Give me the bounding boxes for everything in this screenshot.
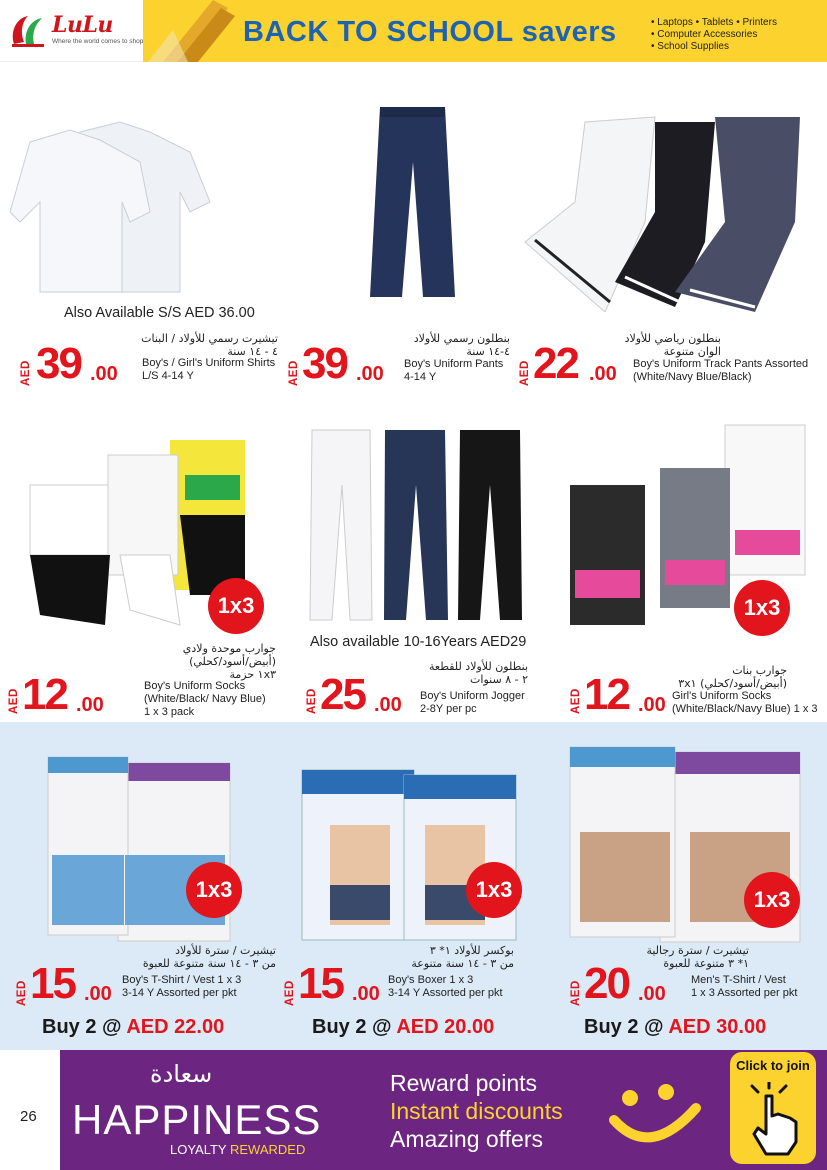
loyalty-rewarded-tagline: [170, 1142, 305, 1157]
perk-reward-points: Reward points: [390, 1070, 538, 1096]
arabic-description: [141, 332, 278, 358]
desc-line: 3-14 Y Assorted per pkt: [122, 987, 237, 999]
perk-amazing-offers: Amazing offers: [390, 1126, 543, 1152]
pack-badge: 1x3: [208, 578, 264, 634]
price-decimal: .00: [374, 694, 402, 716]
currency-label: AED: [519, 360, 531, 386]
currency-label: AED: [16, 980, 28, 1006]
page-header: [0, 0, 827, 62]
product-boys-tshirt-vest[interactable]: [0, 740, 280, 1050]
english-description: [633, 358, 808, 384]
arabic-line: من ٣ - ١٤ سنة متنوعة: [411, 957, 514, 970]
shirts-image: [0, 112, 280, 302]
desc-line: Boy's Uniform Jogger: [420, 690, 525, 702]
arabic-brand-name: سعادة: [150, 1060, 213, 1088]
buy-two-prefix: Buy 2 @: [312, 1016, 397, 1038]
arabic-description: [429, 660, 528, 686]
perk-instant-discounts: Instant discounts: [390, 1098, 563, 1124]
desc-line: Boy's Uniform Socks: [144, 680, 246, 692]
buy-two-currency: AED: [396, 1016, 439, 1038]
arabic-description: [625, 332, 721, 358]
pack-badge: 1x3: [186, 862, 242, 918]
arabic-line: ١x٣ حزمة: [229, 668, 276, 681]
track-pants-image: [515, 112, 827, 312]
price-integer: 39: [36, 339, 81, 388]
desc-line: 2-8Y per pc: [420, 703, 477, 715]
currency-label: AED: [570, 980, 582, 1006]
product-mens-tshirt-vest[interactable]: [540, 740, 827, 1050]
price-integer: 20: [584, 959, 629, 1008]
lulu-logo-icon: [8, 10, 50, 50]
english-description: [388, 974, 503, 1000]
desc-line: Boy's T-Shirt / Vest 1 x 3: [122, 974, 242, 986]
pack-badge: 1x3: [466, 862, 522, 918]
loyalty-text: LOYALTY: [170, 1142, 230, 1157]
arabic-line: تيشيرت رسمي للأولاد / البنات: [141, 332, 278, 345]
price-decimal: .00: [352, 983, 380, 1005]
arabic-line: (أبيض/أسود/كحلي) ٣x١: [678, 677, 787, 690]
desc-line: Boy's Uniform Track Pants Assorted: [633, 358, 809, 370]
smiley-icon: [600, 1068, 710, 1158]
price-decimal: .00: [638, 694, 666, 716]
pointing-hand-icon: [744, 1082, 804, 1156]
logo-tagline: Where the world comes to shop: [52, 38, 144, 45]
also-available-note: Also Available S/S AED 36.00: [64, 305, 255, 321]
arabic-description: [183, 642, 276, 681]
price-decimal: .00: [589, 363, 617, 385]
lulu-logo[interactable]: [8, 8, 144, 52]
product-track-pants[interactable]: [515, 62, 827, 392]
desc-line: 1 x 3 Assorted per pkt: [691, 987, 798, 999]
product-boys-socks[interactable]: [0, 420, 280, 720]
product-uniform-shirts[interactable]: [0, 62, 280, 392]
arabic-description: [143, 944, 276, 970]
arabic-description: [411, 944, 514, 970]
currency-label: AED: [284, 980, 296, 1006]
buy-two-prefix: Buy 2 @: [42, 1016, 127, 1038]
english-description: [144, 680, 266, 719]
product-girls-socks[interactable]: [540, 420, 827, 720]
desc-line: L/S 4-14 Y: [142, 370, 194, 382]
happiness-loyalty-banner[interactable]: [60, 1050, 827, 1170]
price-integer: 15: [298, 959, 343, 1008]
arabic-description: [414, 332, 510, 358]
desc-line: 3-14 Y Assorted per pkt: [388, 987, 503, 999]
price-integer: 22: [533, 339, 578, 388]
desc-line: Girl's Uniform Socks: [672, 690, 772, 702]
arabic-line: ١* ٣ متنوعة للعبوة: [663, 957, 749, 970]
arabic-line: جوارب موحدة ولادي: [182, 642, 276, 655]
buy-two-offer: [312, 1016, 494, 1039]
buy-two-prefix: Buy 2 @: [584, 1016, 669, 1038]
happiness-brand-name: HAPPINESS: [72, 1096, 322, 1143]
desc-line: Boy's Boxer 1 x 3: [388, 974, 474, 986]
logo-text: LuLu: [52, 12, 113, 38]
buy-two-offer: [42, 1016, 224, 1039]
click-to-join-button[interactable]: [730, 1052, 816, 1164]
buy-two-currency: AED: [126, 1016, 169, 1038]
banner-category-list: [651, 17, 777, 53]
arabic-line: بوكسر للأولاد ١* ٣: [429, 944, 514, 957]
buy-two-currency: AED: [668, 1016, 711, 1038]
price-integer: 39: [302, 339, 347, 388]
english-description: [691, 974, 797, 1000]
price-integer: 12: [584, 670, 629, 719]
arabic-line: تيشيرت / سترة رجالية: [646, 944, 749, 957]
product-boys-boxer[interactable]: [280, 740, 540, 1050]
jogger-image: [280, 425, 540, 625]
arabic-line: جوارب بنات: [732, 664, 787, 677]
arabic-line: ٢ - ٨ سنوات: [470, 673, 528, 686]
arabic-line: بنطلون رياضي للأولاد: [624, 332, 721, 345]
desc-line: 4-14 Y: [404, 371, 437, 383]
desc-line: (White/Black/ Navy Blue): [144, 693, 266, 705]
desc-line: Men's T-Shirt / Vest: [691, 974, 786, 986]
english-description: [122, 974, 241, 1000]
page-number: 26: [20, 1108, 37, 1125]
product-uniform-pants[interactable]: [280, 62, 520, 392]
buy-two-amount: 22.00: [174, 1016, 225, 1038]
currency-label: AED: [306, 688, 318, 714]
english-description: [420, 690, 525, 716]
english-description: [142, 357, 275, 383]
product-uniform-jogger[interactable]: [280, 420, 540, 720]
arabic-line: الوان متنوعة: [663, 345, 721, 358]
rewarded-text: REWARDED: [229, 1142, 306, 1157]
english-description: [672, 690, 818, 716]
arabic-line: بنطلون رسمي للأولاد: [413, 332, 510, 345]
click-to-join-label: Click to join: [736, 1058, 810, 1073]
banner-list-item: • Computer Accessories: [651, 29, 758, 40]
price-integer: 15: [30, 959, 75, 1008]
banner-list-item: • School Supplies: [651, 41, 729, 52]
desc-line: Boy's / Girl's Uniform Shirts: [142, 357, 276, 369]
arabic-description: [678, 664, 787, 690]
price-integer: 12: [22, 670, 67, 719]
arabic-line: تيشيرت / سترة للأولاد: [175, 944, 276, 957]
pack-badge: 1x3: [734, 580, 790, 636]
boys-vest-image: [0, 755, 280, 945]
arabic-line: ٤ - ١٤ سنة: [227, 345, 278, 358]
currency-label: AED: [8, 688, 20, 714]
english-description: [404, 358, 503, 384]
desc-line: (White/Navy Blue/Black): [633, 371, 752, 383]
desc-line: 1 x 3 pack: [144, 706, 195, 718]
back-to-school-banner: [143, 0, 827, 62]
arabic-description: [646, 944, 749, 970]
desc-line: Boy's Uniform Pants: [404, 358, 504, 370]
also-available-note: Also available 10-16Years AED29: [310, 634, 527, 650]
buy-two-amount: 20.00: [444, 1016, 495, 1038]
price-integer: 25: [320, 670, 365, 719]
buy-two-offer: [584, 1016, 766, 1039]
buy-two-amount: 30.00: [716, 1016, 767, 1038]
arabic-line: (أبيض/أسود/كحلي): [189, 655, 276, 668]
arabic-line: بنطلون للأولاد للقطعة: [429, 660, 528, 673]
currency-label: AED: [570, 688, 582, 714]
desc-line: (White/Black/Navy Blue) 1 x 3: [672, 703, 818, 715]
pack-badge: 1x3: [744, 872, 800, 928]
price-decimal: .00: [90, 363, 118, 385]
price-decimal: .00: [76, 694, 104, 716]
price-decimal: .00: [356, 363, 384, 385]
pants-image: [280, 102, 520, 302]
banner-title: BACK TO SCHOOL savers: [243, 16, 617, 48]
arabic-line: ٤-١٤ سنة: [466, 345, 510, 358]
boxer-image: [280, 765, 540, 945]
currency-label: AED: [20, 360, 32, 386]
arabic-line: من ٣ - ١٤ سنة متنوعة للعبوة: [142, 957, 276, 970]
banner-list-item: • Laptops • Tablets • Printers: [651, 17, 777, 28]
price-decimal: .00: [638, 983, 666, 1005]
price-decimal: .00: [84, 983, 112, 1005]
currency-label: AED: [288, 360, 300, 386]
